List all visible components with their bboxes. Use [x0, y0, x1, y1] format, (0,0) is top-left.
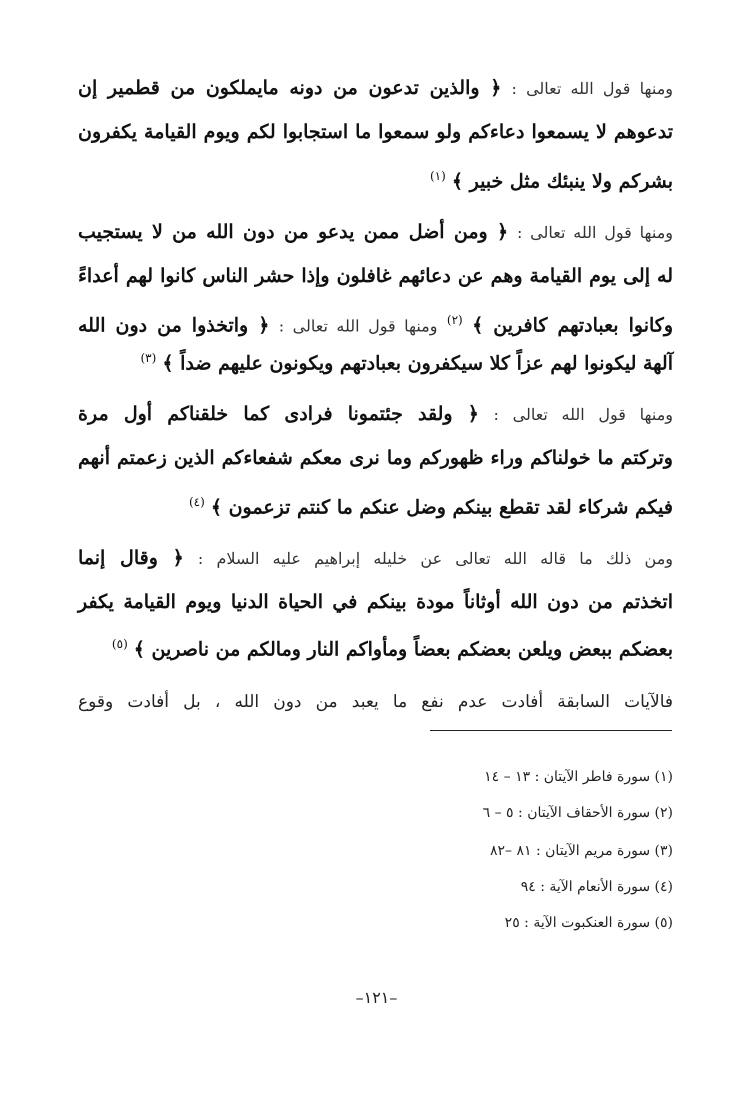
footnote: (٣) سورة مريم الآيتان : ٨١ –٨٢: [489, 843, 673, 859]
verse-text: آلهة ليكونوا لهم عزاً كلا سيكفرون بعبادتهم ويكونون عليهم ضداً ﴾: [162, 352, 673, 375]
verse-intro: ومنها قول الله تعالى :: [493, 405, 673, 424]
verse-text: ﴿ والذين تدعون من دونه مايملكون من قطمير إن: [78, 77, 502, 99]
page-number: –١٢١–: [355, 988, 398, 1007]
verse-text: وكانوا بعبادتهم كافرين ﴾: [472, 314, 673, 337]
footnote-marker: (٥): [111, 637, 128, 651]
verse-line: وتركتم ما خولناكم وراء ظهوركم وما نرى معكم شفعاءكم الذين زعمتم أنهم: [78, 447, 673, 469]
verse-line: تدعوهم لا يسمعوا دعاءكم ولو سمعوا ما استجابوا لكم ويوم القيامة يكفرون: [78, 121, 673, 143]
verse-text: فيكم شركاء لقد تقطع بينكم وضل عنكم ما كنتم تزعمون ﴾: [210, 496, 673, 519]
footnote-separator: [430, 730, 672, 731]
text-line: [78, 66, 673, 110]
footnote: (٥) سورة العنكبوت الآية : ٢٥: [504, 915, 673, 931]
verse-intro: ومنها قول الله تعالى :: [511, 79, 673, 98]
verse-line: له إلى يوم القيامة وهم عن دعائهم غافلون وإذا حشر الناس كانوا لهم أعداءً: [78, 265, 673, 287]
text-line: [78, 154, 673, 198]
text-line: [78, 536, 673, 580]
footnote: (١) سورة فاطر الآيتان : ١٣ – ١٤: [484, 769, 673, 785]
verse-line: اتخذتم من دون الله أوثاناً مودة بينكم في الحياة الدنيا ويوم القيامة يكفر: [78, 591, 673, 613]
text-line: [78, 480, 673, 524]
text-line: [78, 336, 673, 380]
verse-text: ﴿ واتخذوا من دون الله: [78, 314, 270, 337]
footnote-marker: (٢): [446, 313, 463, 327]
footnote-marker: (١): [429, 169, 446, 183]
body-text-line: فالآيات السابقة أفادت عدم نفع ما يعبد من دون الله ، بل أفادت وقوع: [78, 692, 673, 712]
verse-intro: ومن ذلك ما قاله الله تعالى عن خليله إبراهيم عليه السلام :: [197, 549, 674, 568]
footnote-marker: (٣): [140, 351, 157, 365]
footnote-marker: (٤): [188, 495, 205, 509]
text-line: [78, 210, 673, 254]
verse-intro: ومنها قول الله تعالى :: [278, 316, 438, 336]
verse-text: ﴿ ومن أضل ممن يدعو من دون الله من لا يستجيب: [78, 221, 509, 243]
verse-text: بعضكم ببعض ويلعن بعضكم بعضاً ومأواكم النار ومالكم من ناصرين ﴾: [133, 638, 673, 661]
verse-text: ﴿ وقال إنما: [78, 547, 184, 569]
footnote: (٤) سورة الأنعام الآية : ٩٤: [520, 879, 673, 895]
verse-text: ﴿ ولقد جئتمونا فرادى كما خلقناكم أول مرة: [78, 403, 479, 425]
text-line: [78, 392, 673, 436]
verse-text: بشركم ولا ينبئك مثل خبير ﴾: [451, 170, 673, 193]
verse-intro: ومنها قول الله تعالى :: [516, 223, 673, 242]
footnote: (٢) سورة الأحقاف الآيتان : ٥ – ٦: [482, 805, 673, 821]
text-line: [78, 622, 673, 666]
